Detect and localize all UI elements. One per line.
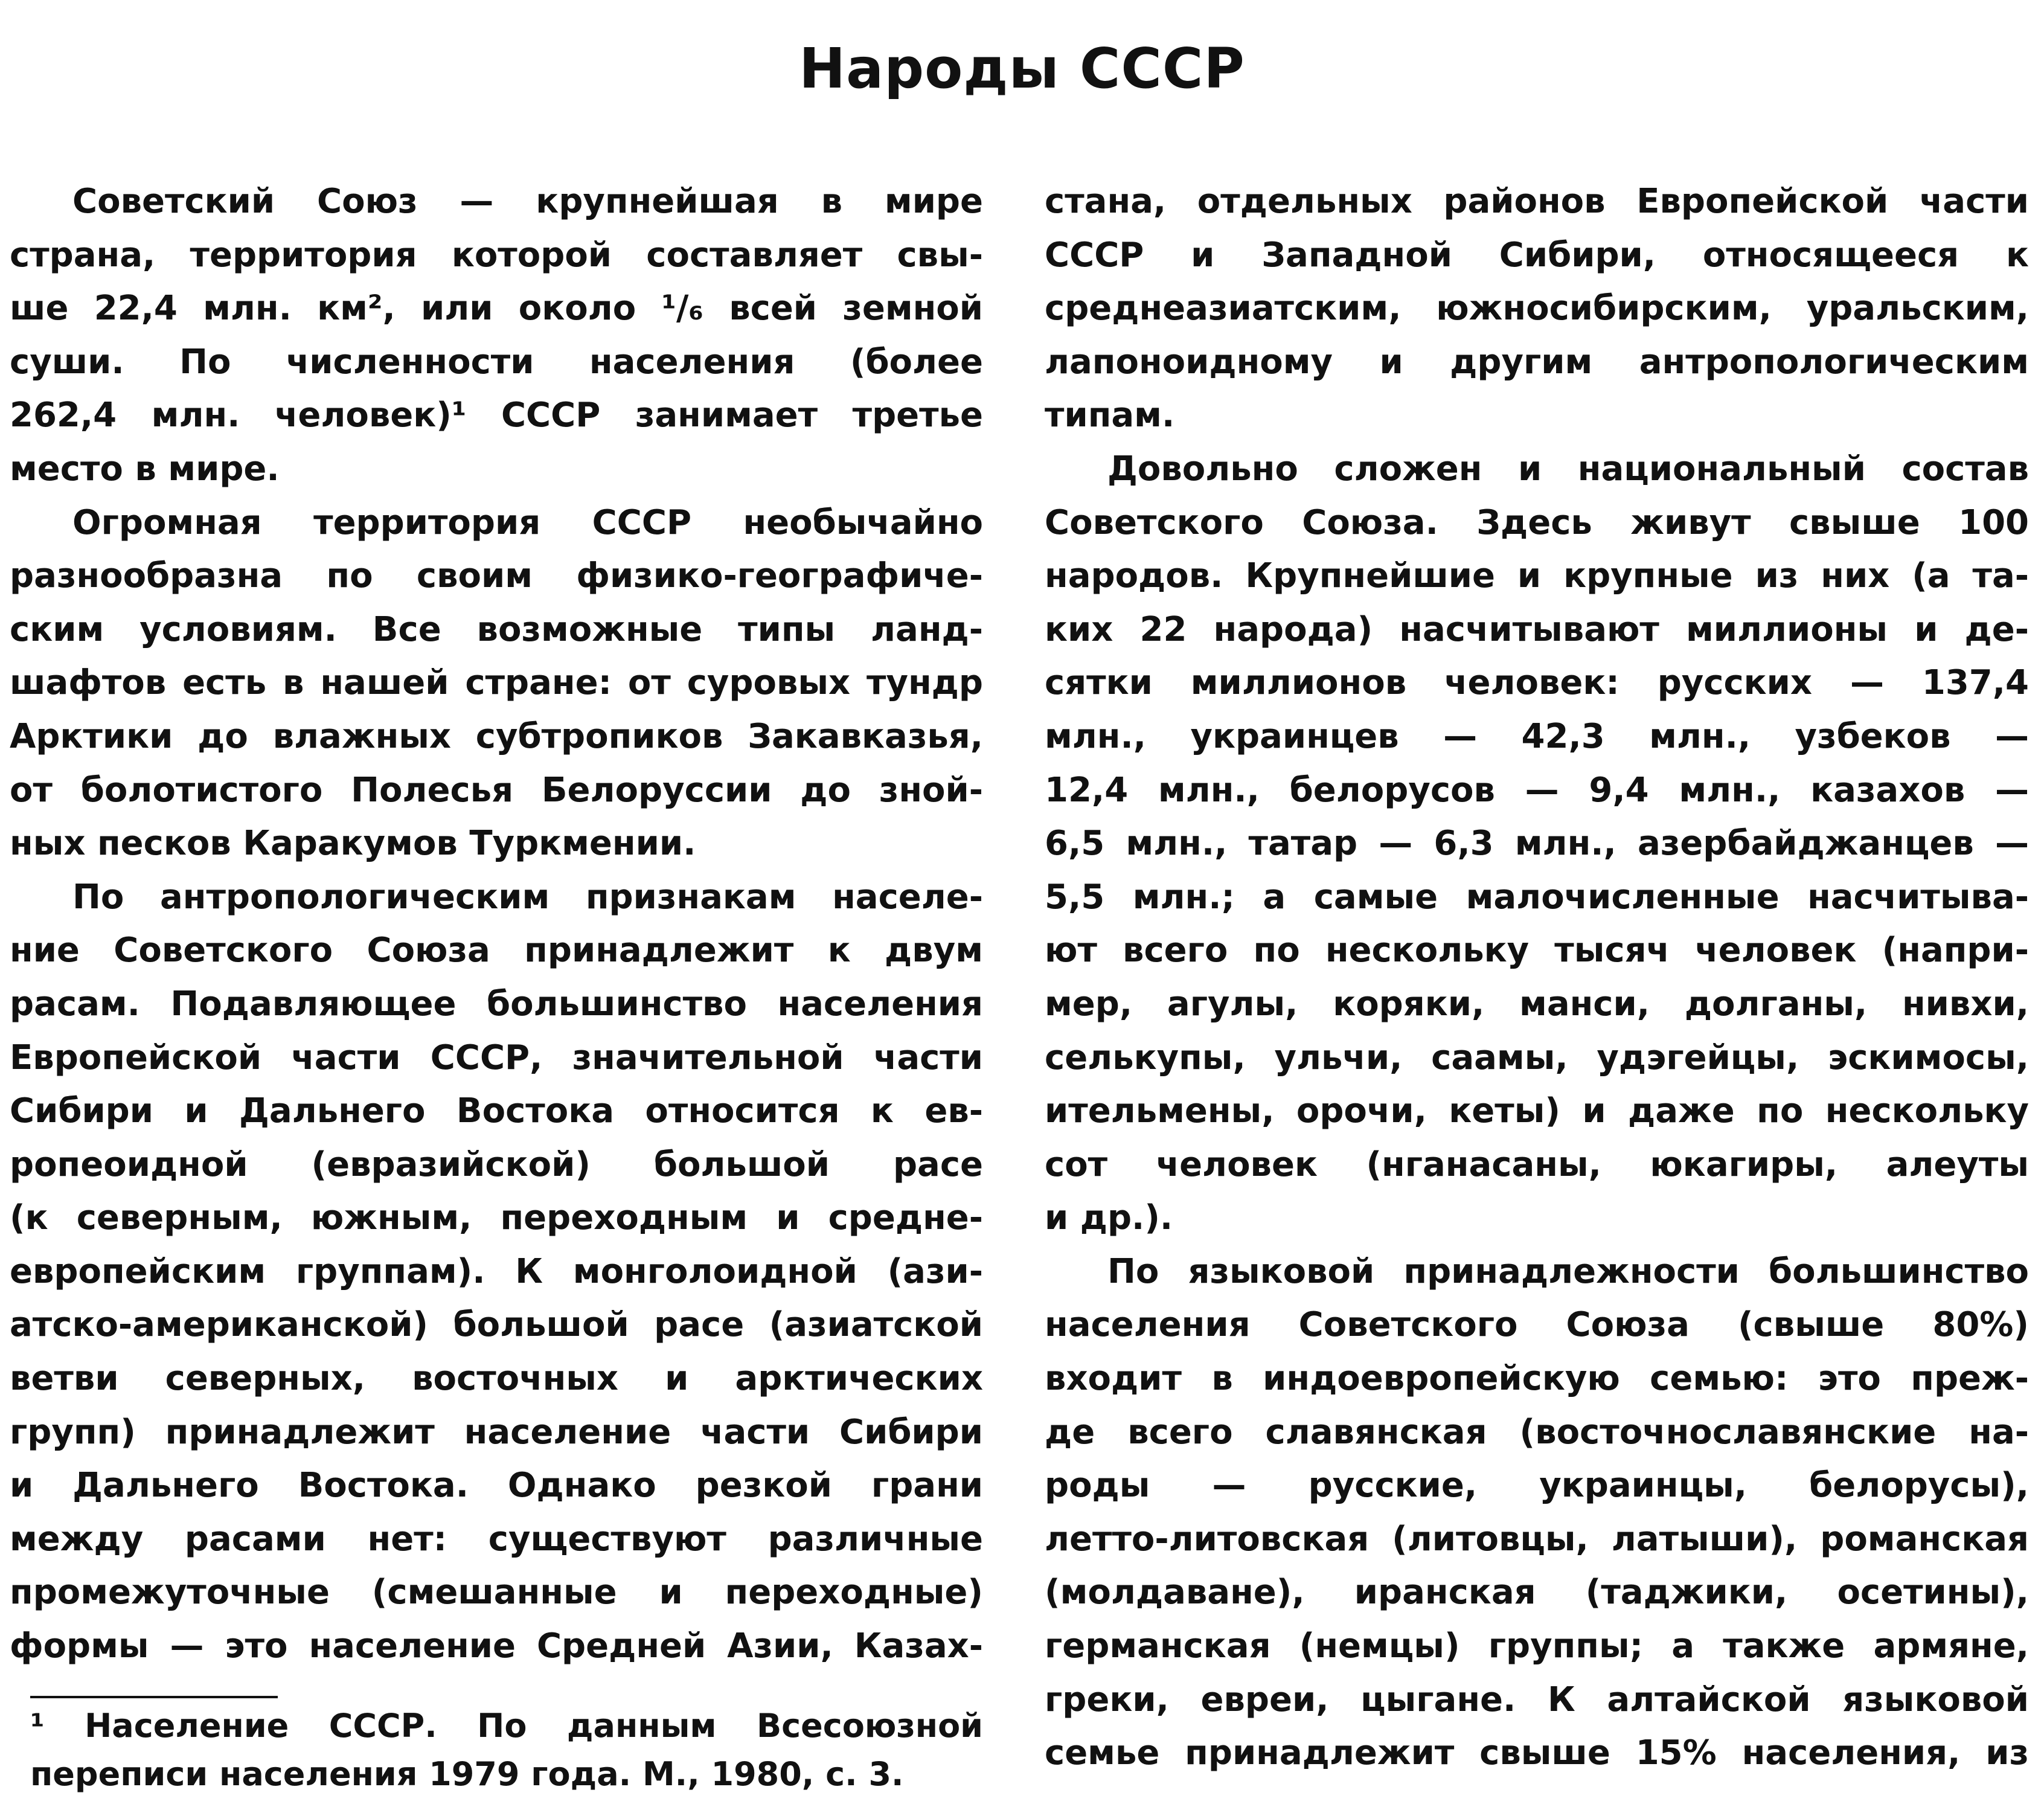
text-line: сятки миллионов человек: русских — 137,4 — [1045, 663, 2029, 703]
text-line: де всего славянская (восточнославянские на- — [1045, 1412, 2029, 1452]
text-line: Советский Союз — крупнейшая в мире — [72, 182, 983, 221]
text-line: 12,4 млн., белорусов — 9,4 млн., казахов — — [1045, 770, 2029, 810]
text-line: Советского Союза. Здесь живут свыше 100 — [1045, 502, 2029, 542]
right-column — [1045, 175, 2029, 1780]
text-line: шафтов есть в нашей стране: от суровых тундр — [10, 663, 983, 703]
text-line: ных песков Каракумов Туркмении. — [10, 824, 696, 864]
text-line: германская (немцы) группы; а также армяне, — [1045, 1626, 2029, 1666]
text-line: входит в индоевропейскую семью: это преж- — [1045, 1359, 2029, 1399]
text-line: По языковой принадлежности большинство — [1107, 1251, 2029, 1291]
text-line: Арктики до влажных субтропиков Закавказья, — [10, 716, 983, 756]
text-line: населения Советского Союза (свыше 80%) — [1045, 1305, 2029, 1345]
text-line: страна, территория которой составляет свы- — [10, 235, 983, 275]
text-line: ропеоидной (евразийской) большой расе — [10, 1144, 983, 1184]
text-line: атско-американской) большой расе (азиатской — [10, 1305, 983, 1345]
text-line: стана, отдельных районов Европейской части — [1045, 182, 2029, 221]
text-line: Огромная территория СССР необычайно — [72, 502, 983, 542]
text-line: европейским группам). К монголоидной (ази- — [10, 1251, 983, 1291]
footnote — [30, 1702, 983, 1799]
text-line: (к северным, южным, переходным и средне- — [10, 1198, 983, 1238]
text-line: промежуточные (смешанные и переходные) — [10, 1573, 983, 1613]
text-line: расам. Подавляющее большинство населения — [10, 984, 983, 1024]
text-line: народов. Крупнейшие и крупные из них (а та- — [1045, 556, 2029, 596]
footnote-divider — [30, 1696, 278, 1698]
text-line: ют всего по нескольку тысяч человек (напри- — [1045, 931, 2029, 971]
text-line: сот человек (нганасаны, юкагиры, алеуты — [1045, 1144, 2029, 1184]
text-line: разнообразна по своим физико-географиче- — [10, 556, 983, 596]
text-line: и Дальнего Востока. Однако резкой грани — [10, 1466, 983, 1506]
left-column — [10, 175, 983, 1674]
text-line: формы — это население Средней Азии, Казах- — [10, 1626, 983, 1666]
footnote-line: ¹ Население СССР. По данным Всесоюзной — [30, 1707, 983, 1745]
text-line: Довольно сложен и национальный состав — [1107, 449, 2029, 489]
text-line: ительмены, орочи, кеты) и даже по нескольку — [1045, 1091, 2029, 1131]
text-line: млн., украинцев — 42,3 млн., узбеков — — [1045, 716, 2029, 756]
text-line: ским условиям. Все возможные типы ланд- — [10, 609, 983, 649]
text-line: групп) принадлежит население части Сибири — [10, 1412, 983, 1452]
text-line: Сибири и Дальнего Востока относится к ев- — [10, 1091, 983, 1131]
text-line: от болотистого Полесья Белоруссии до зной- — [10, 770, 983, 810]
text-line: семье принадлежит свыше 15% населения, из — [1045, 1733, 2029, 1773]
text-line: греки, евреи, цыгане. К алтайской языковой — [1045, 1680, 2029, 1719]
text-line: среднеазиатским, южносибирским, уральским, — [1045, 289, 2029, 329]
text-line: селькупы, ульчи, саамы, удэгейцы, эскимосы, — [1045, 1038, 2029, 1077]
text-line: 6,5 млн., татар — 6,3 млн., азербайджанцев — — [1045, 824, 2029, 864]
text-line: ние Советского Союза принадлежит к двум — [10, 931, 983, 971]
page-title: Народы СССР — [799, 36, 1245, 101]
text-line: СССР и Западной Сибири, относящееся к — [1045, 235, 2029, 275]
text-line: (молдаване), иранская (таджики, осетины), — [1045, 1573, 2029, 1613]
text-line: летто-литовская (литовцы, латыши), романская — [1045, 1519, 2029, 1559]
footnote-line: переписи населения 1979 года. М., 1980, с. 3. — [30, 1755, 904, 1793]
text-line: ких 22 народа) насчитывают миллионы и де- — [1045, 609, 2029, 649]
text-line: и др.). — [1045, 1198, 1173, 1238]
text-line: роды — русские, украинцы, белорусы), — [1045, 1466, 2029, 1506]
text-line: 5,5 млн.; а самые малочисленные насчитыва- — [1045, 877, 2029, 917]
text-line: суши. По численности населения (более — [10, 342, 983, 382]
text-line: мер, агулы, коряки, манси, долганы, нивхи, — [1045, 984, 2029, 1024]
text-line: место в мире. — [10, 449, 280, 489]
text-line: Европейской части СССР, значительной части — [10, 1038, 983, 1077]
text-line: ше 22,4 млн. км², или около ¹/₆ всей земной — [10, 289, 983, 329]
text-line: между расами нет: существуют различные — [10, 1519, 983, 1559]
text-line: типам. — [1045, 396, 1175, 435]
text-line: ветви северных, восточных и арктических — [10, 1359, 983, 1399]
text-line: 262,4 млн. человек)¹ СССР занимает третье — [10, 396, 983, 435]
text-line: По антропологическим признакам населе- — [72, 877, 983, 917]
text-line: лапоноидному и другим антропологическим — [1045, 342, 2029, 382]
